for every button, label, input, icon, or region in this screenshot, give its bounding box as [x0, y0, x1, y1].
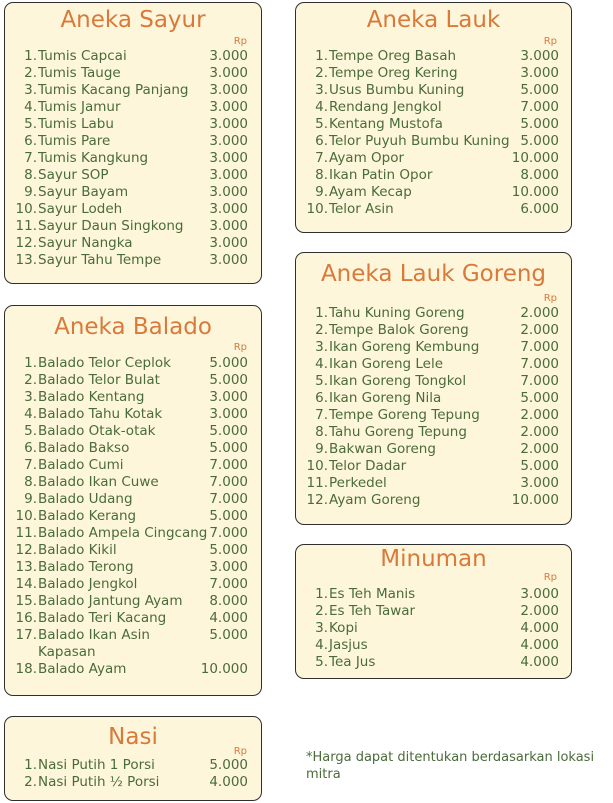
item-number: 1.: [315, 305, 328, 321]
item-number: 10.: [306, 458, 328, 474]
currency-label: Rp: [233, 36, 247, 47]
item-name: Tempe Balok Goreng: [329, 322, 469, 338]
section-title: Aneka Balado: [54, 314, 212, 340]
item-name: Tahu Kuning Goreng: [329, 305, 465, 321]
item-name: Balado Jantung Ayam: [38, 593, 183, 609]
item-price: 3.000: [520, 586, 559, 602]
section-title: Aneka Lauk Goreng: [320, 261, 547, 287]
menu-item: [7, 491, 248, 508]
item-price: 3.000: [209, 48, 248, 64]
menu-item: [7, 508, 248, 525]
item-name: Balado Teri Kacang: [38, 610, 167, 626]
menu-item: [7, 423, 248, 440]
item-name: Balado Tahu Kotak: [38, 406, 163, 422]
item-name: Tumis Jamur: [38, 99, 121, 115]
item-price: 3.000: [209, 82, 248, 98]
section-nasi: [4, 716, 262, 801]
item-price: 10.000: [511, 492, 559, 508]
item-number: 5.: [315, 654, 328, 670]
item-name: Es Teh Manis: [329, 586, 416, 602]
item-price: 5.000: [209, 423, 248, 439]
item-number: 5.: [24, 423, 37, 439]
item-number: 9.: [24, 184, 37, 200]
item-name: Tahu Goreng Tepung: [329, 424, 467, 440]
item-name: Balado Terong: [38, 559, 134, 575]
item-number: 1.: [24, 355, 37, 371]
item-number: 12.: [15, 235, 37, 251]
item-number: 8.: [315, 167, 328, 183]
menu-item: [7, 150, 248, 167]
menu-item: [7, 774, 248, 791]
item-price: 10.000: [200, 661, 248, 677]
menu-item: [298, 407, 559, 424]
menu-item: [7, 167, 248, 184]
item-number: 9.: [315, 441, 328, 457]
currency-label: Rp: [543, 293, 557, 304]
item-number: 12.: [306, 492, 328, 508]
item-price: 7.000: [209, 525, 248, 541]
item-number: 18.: [15, 661, 37, 677]
menu-item: [7, 235, 248, 252]
section-title: Minuman: [380, 546, 487, 572]
menu-item: [7, 389, 248, 406]
menu-item: [298, 82, 559, 99]
item-number: 5.: [315, 373, 328, 389]
item-price: 3.000: [209, 99, 248, 115]
item-number: 11.: [306, 475, 328, 491]
menu-item: [298, 133, 559, 150]
item-number: 2.: [24, 65, 37, 81]
item-price: 7.000: [520, 356, 559, 372]
menu-item: [298, 116, 559, 133]
item-name: Telor Asin: [329, 201, 394, 217]
menu-list: [7, 48, 248, 269]
item-number: 9.: [24, 491, 37, 507]
item-name: Sayur SOP: [38, 167, 109, 183]
item-name: Tumis Pare: [38, 133, 111, 149]
item-name: Kopi: [329, 620, 358, 636]
item-price: 2.000: [520, 407, 559, 423]
menu-item: [298, 339, 559, 356]
item-number: 3.: [315, 339, 328, 355]
item-price: 3.000: [209, 133, 248, 149]
menu-item: [298, 184, 559, 201]
item-number: 8.: [24, 474, 37, 490]
item-number: 9.: [315, 184, 328, 200]
section-sayur: [4, 2, 262, 284]
item-price: 5.000: [520, 458, 559, 474]
item-number: 7.: [315, 407, 328, 423]
item-number: 14.: [15, 576, 37, 592]
item-price: 7.000: [520, 99, 559, 115]
item-price: 10.000: [511, 150, 559, 166]
item-name: Ikan Goreng Tongkol: [329, 373, 467, 389]
menu-item: [298, 99, 559, 116]
item-price: 4.000: [520, 654, 559, 670]
section-title: Aneka Sayur: [60, 7, 206, 33]
item-name: Balado Bakso: [38, 440, 130, 456]
menu-item: [7, 82, 248, 99]
item-price: 3.000: [209, 150, 248, 166]
item-number: 5.: [24, 116, 37, 132]
item-name: Ayam Opor: [329, 150, 405, 166]
item-price: 5.000: [209, 508, 248, 524]
item-price: 8.000: [520, 167, 559, 183]
item-name: Bakwan Goreng: [329, 441, 436, 457]
item-price: 2.000: [520, 441, 559, 457]
item-name: Ikan Goreng Kembung: [329, 339, 480, 355]
item-number: 5.: [315, 116, 328, 132]
item-name: Ikan Patin Opor: [329, 167, 433, 183]
item-number: 16.: [15, 610, 37, 626]
item-name: Ikan Goreng Lele: [329, 356, 444, 372]
section-title: Nasi: [108, 724, 158, 750]
item-number: 3.: [24, 82, 37, 98]
item-number: 1.: [24, 757, 37, 773]
item-name: Balado Ikan Asin Kapasan: [38, 627, 150, 660]
currency-label: Rp: [543, 572, 557, 583]
item-number: 12.: [15, 542, 37, 558]
item-number: 10.: [15, 508, 37, 524]
item-name: Balado Kerang: [38, 508, 137, 524]
item-name: Balado Kikil: [38, 542, 117, 558]
menu-item: [298, 458, 559, 475]
item-price: 5.000: [209, 440, 248, 456]
section-balado: [4, 305, 262, 696]
item-name: Tempe Goreng Tepung: [329, 407, 480, 423]
menu-item: [298, 586, 559, 603]
item-price: 6.000: [520, 201, 559, 217]
item-number: 1.: [315, 586, 328, 602]
item-name: Tumis Tauge: [38, 65, 121, 81]
item-price: 3.000: [520, 475, 559, 491]
item-number: 1.: [315, 48, 328, 64]
menu-item: [7, 184, 248, 201]
item-number: 6.: [315, 390, 328, 406]
item-price: 7.000: [209, 457, 248, 473]
item-price: 3.000: [209, 389, 248, 405]
item-price: 5.000: [520, 133, 559, 149]
menu-item: [298, 65, 559, 82]
item-price: 5.000: [520, 116, 559, 132]
item-price: 3.000: [209, 235, 248, 251]
item-number: 1.: [24, 48, 37, 64]
item-name: Tumis Kangkung: [38, 150, 149, 166]
item-name: Usus Bumbu Kuning: [329, 82, 465, 98]
item-name: Balado Telor Bulat: [38, 372, 160, 388]
item-name: Ikan Goreng Nila: [329, 390, 442, 406]
item-name: Tea Jus: [329, 654, 376, 670]
item-price: 4.000: [209, 610, 248, 626]
menu-item: [298, 441, 559, 458]
item-name: Ayam Goreng: [329, 492, 421, 508]
section-minuman: [295, 544, 572, 679]
item-price: 2.000: [520, 424, 559, 440]
item-price: 2.000: [520, 305, 559, 321]
menu-item: [7, 252, 248, 269]
item-name: Telor Puyuh Bumbu Kuning: [329, 133, 510, 149]
item-price: 5.000: [209, 757, 248, 773]
item-name: Balado Ikan Cuwe: [38, 474, 159, 490]
menu-item: [298, 603, 559, 620]
item-name: Es Teh Tawar: [329, 603, 416, 619]
item-price: 7.000: [209, 491, 248, 507]
section-lauk: [295, 2, 572, 233]
item-name: Tumis Kacang Panjang: [38, 82, 189, 98]
item-number: 11.: [15, 218, 37, 234]
item-price: 3.000: [209, 252, 248, 268]
item-name: Balado Telor Ceplok: [38, 355, 171, 371]
menu-item: [298, 356, 559, 373]
menu-list: [298, 48, 559, 218]
item-number: 6.: [315, 133, 328, 149]
item-name: Ayam Kecap: [329, 184, 412, 200]
item-price: 3.000: [209, 406, 248, 422]
section-goreng: [295, 252, 572, 525]
item-number: 17.: [15, 627, 37, 643]
menu-item: [7, 48, 248, 65]
menu-item: [7, 218, 248, 235]
menu-item: [7, 99, 248, 116]
item-price: 7.000: [209, 576, 248, 592]
menu-item: [7, 372, 248, 389]
item-price: 4.000: [520, 637, 559, 653]
menu-list: [298, 305, 559, 509]
item-price: 5.000: [209, 627, 248, 643]
item-price: 5.000: [209, 355, 248, 371]
item-price: 7.000: [520, 373, 559, 389]
menu-item: [298, 492, 559, 509]
item-number: 4.: [315, 99, 328, 115]
menu-item: [298, 475, 559, 492]
item-price: 3.000: [209, 167, 248, 183]
menu-list: [7, 355, 248, 678]
item-name: Sayur Lodeh: [38, 201, 123, 217]
item-number: 8.: [24, 167, 37, 183]
item-price: 10.000: [511, 184, 559, 200]
menu-item: [298, 390, 559, 407]
menu-item: [7, 593, 248, 610]
menu-item: [7, 627, 248, 661]
menu-item: [7, 474, 248, 491]
menu-item: [7, 406, 248, 423]
item-name: Nasi Putih ½ Porsi: [38, 774, 160, 790]
menu-item: [298, 322, 559, 339]
item-name: Tumis Capcai: [38, 48, 127, 64]
menu-item: [298, 48, 559, 65]
item-number: 2.: [315, 65, 328, 81]
item-name: Balado Ayam: [38, 661, 127, 677]
item-name: Balado Otak-otak: [38, 423, 156, 439]
menu-item: [7, 559, 248, 576]
item-price: 3.000: [209, 201, 248, 217]
item-number: 2.: [24, 372, 37, 388]
item-number: 10.: [15, 201, 37, 217]
item-price: 8.000: [209, 593, 248, 609]
item-number: 4.: [24, 406, 37, 422]
item-number: 7.: [24, 150, 37, 166]
menu-list: [7, 757, 248, 791]
item-price: 7.000: [520, 339, 559, 355]
menu-item: [7, 661, 248, 678]
menu-item: [298, 201, 559, 218]
menu-item: [7, 116, 248, 133]
item-name: Tempe Oreg Kering: [329, 65, 458, 81]
menu-item: [7, 65, 248, 82]
item-name: Perkedel: [329, 475, 387, 491]
menu-item: [7, 610, 248, 627]
item-number: 10.: [306, 201, 328, 217]
item-name: Nasi Putih 1 Porsi: [38, 757, 155, 773]
menu-item: [7, 201, 248, 218]
item-price: 5.000: [520, 390, 559, 406]
item-name: Balado Kentang: [38, 389, 145, 405]
item-name: Sayur Tahu Tempe: [38, 252, 162, 268]
price-footnote: *Harga dapat ditentukan berdasarkan lokasi mitra: [306, 750, 595, 782]
menu-item: [7, 457, 248, 474]
menu-item: [298, 373, 559, 390]
item-name: Balado Jengkol: [38, 576, 138, 592]
item-number: 6.: [24, 440, 37, 456]
menu-list: [298, 586, 559, 671]
item-price: 3.000: [209, 65, 248, 81]
item-name: Tempe Oreg Basah: [329, 48, 457, 64]
item-name: Rendang Jengkol: [329, 99, 442, 115]
item-price: 3.000: [209, 218, 248, 234]
item-number: 7.: [315, 150, 328, 166]
menu-item: [298, 424, 559, 441]
item-number: 6.: [24, 133, 37, 149]
item-number: 3.: [24, 389, 37, 405]
item-price: 3.000: [209, 559, 248, 575]
item-name: Jasjus: [329, 637, 368, 653]
item-price: 4.000: [209, 774, 248, 790]
item-number: 2.: [315, 603, 328, 619]
menu-item: [298, 654, 559, 671]
item-name: Sayur Daun Singkong: [38, 218, 184, 234]
item-number: 3.: [315, 620, 328, 636]
item-name: Balado Ampela Cingcang: [38, 525, 208, 541]
item-number: 2.: [24, 774, 37, 790]
item-price: 3.000: [209, 184, 248, 200]
menu-item: [298, 305, 559, 322]
menu-item: [298, 150, 559, 167]
item-name: Sayur Nangka: [38, 235, 133, 251]
menu-item: [7, 576, 248, 593]
item-number: 4.: [24, 99, 37, 115]
item-number: 15.: [15, 593, 37, 609]
item-price: 3.000: [209, 116, 248, 132]
currency-label: Rp: [233, 746, 247, 757]
item-name: Balado Cumi: [38, 457, 124, 473]
menu-item: [298, 620, 559, 637]
menu-item: [298, 637, 559, 654]
item-price: 2.000: [520, 322, 559, 338]
item-number: 11.: [15, 525, 37, 541]
menu-item: [7, 525, 248, 542]
item-number: 13.: [15, 252, 37, 268]
item-number: 4.: [315, 356, 328, 372]
item-number: 8.: [315, 424, 328, 440]
item-name: Balado Udang: [38, 491, 133, 507]
menu-item: [7, 542, 248, 559]
item-number: 2.: [315, 322, 328, 338]
item-price: 3.000: [520, 48, 559, 64]
item-name: Telor Dadar: [329, 458, 407, 474]
item-name: Sayur Bayam: [38, 184, 129, 200]
item-number: 7.: [24, 457, 37, 473]
item-price: 5.000: [209, 372, 248, 388]
item-number: 4.: [315, 637, 328, 653]
menu-item: [298, 167, 559, 184]
menu-item: [7, 133, 248, 150]
item-name: Tumis Labu: [38, 116, 114, 132]
currency-label: Rp: [233, 342, 247, 353]
menu-item: [7, 355, 248, 372]
item-price: 5.000: [520, 82, 559, 98]
currency-label: Rp: [543, 36, 557, 47]
item-price: 5.000: [209, 542, 248, 558]
item-price: 4.000: [520, 620, 559, 636]
menu-item: [7, 757, 248, 774]
item-number: 13.: [15, 559, 37, 575]
item-name: Kentang Mustofa: [329, 116, 443, 132]
item-price: 7.000: [209, 474, 248, 490]
item-number: 3.: [315, 82, 328, 98]
item-price: 2.000: [520, 603, 559, 619]
menu-item: [7, 440, 248, 457]
item-price: 3.000: [520, 65, 559, 81]
section-title: Aneka Lauk: [366, 7, 501, 33]
